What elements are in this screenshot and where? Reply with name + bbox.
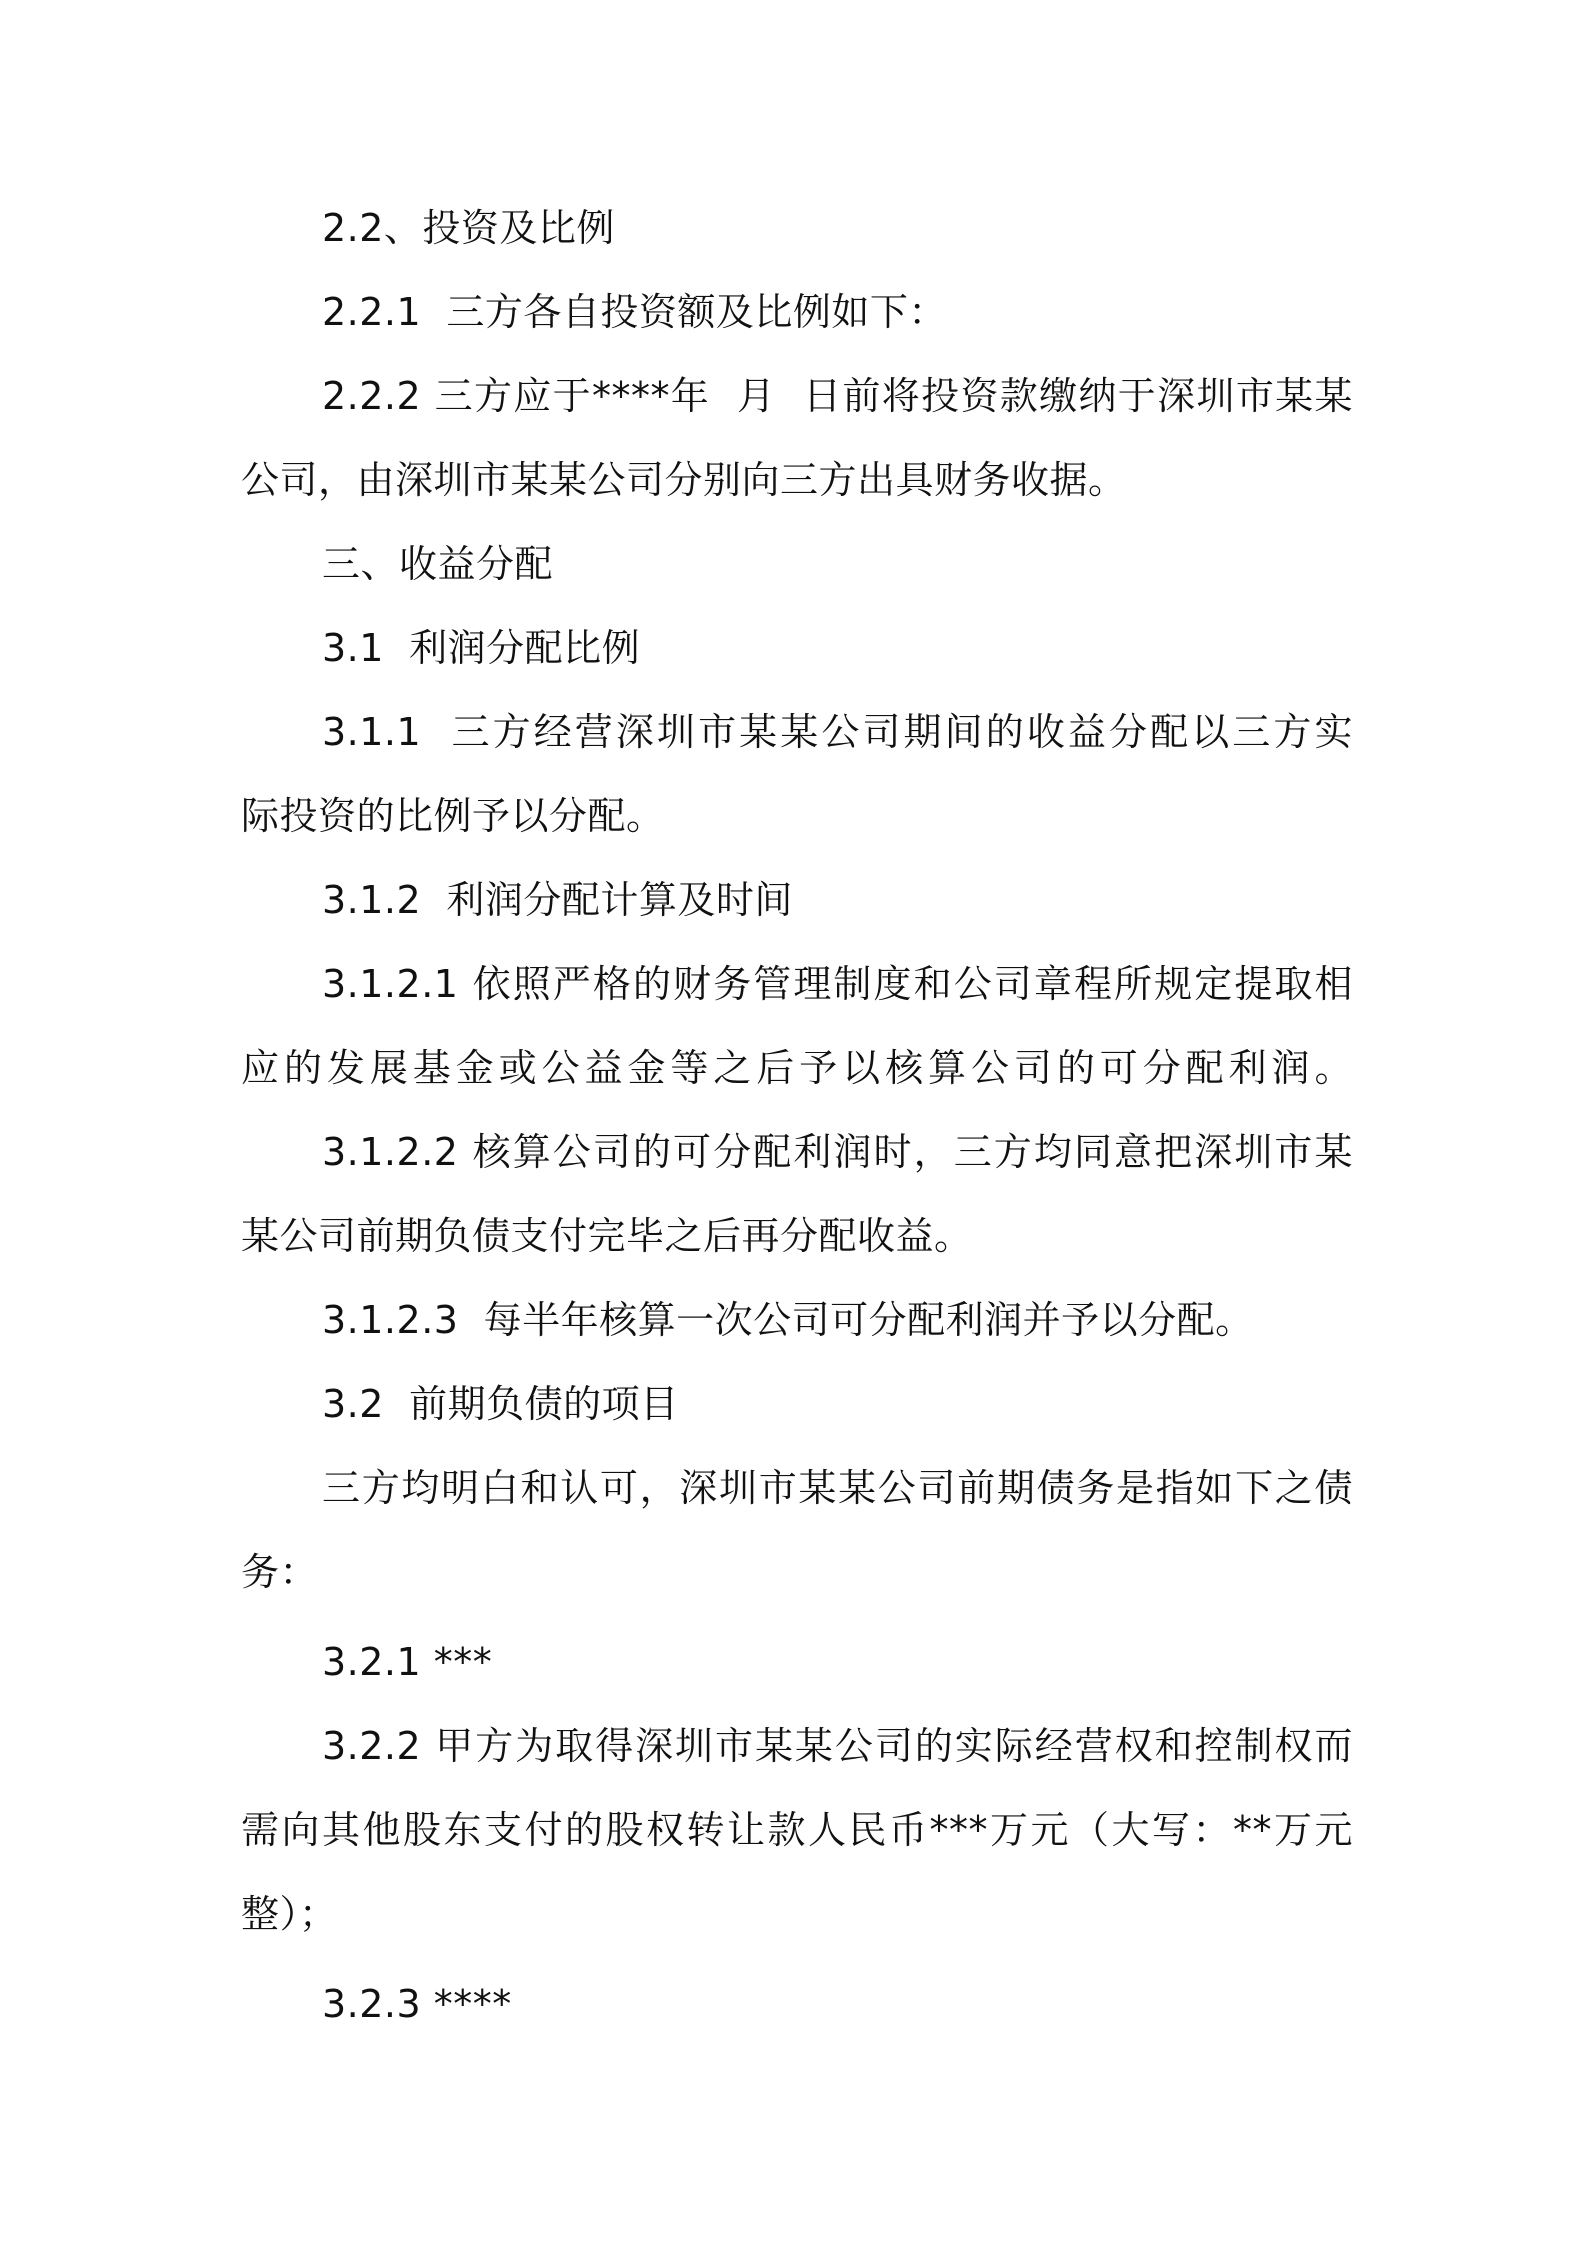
clause-3-2-3: 3.2.3 **** xyxy=(322,1982,512,2026)
heading-3-1-2: 3.1.2 利润分配计算及时间 xyxy=(322,878,793,922)
clause-3-2-2-line3: 整）； xyxy=(241,1892,338,1936)
clause-3-2-2-line2: 需向其他股东支付的股权转让款人民币***万元（大写：**万元 xyxy=(241,1808,1353,1852)
section-3-heading: 三、收益分配 xyxy=(322,542,554,586)
clause-2-2-2-line1: 2.2.2 三方应于****年 月 日前将投资款缴纳于深圳市某某 xyxy=(322,374,1353,418)
clause-3-2-1: 3.2.1 *** xyxy=(322,1640,493,1684)
clause-3-2-2-line1: 3.2.2 甲方为取得深圳市某某公司的实际经营权和控制权而 xyxy=(322,1724,1353,1768)
clause-3-1-2-2-line2: 某公司前期负债支付完毕之后再分配收益。 xyxy=(241,1214,973,1258)
clause-3-1-2-2-line1: 3.1.2.2 核算公司的可分配利润时，三方均同意把深圳市某 xyxy=(322,1130,1353,1174)
clause-3-1-1-line2: 际投资的比例予以分配。 xyxy=(241,794,665,838)
clause-2-2-2-line2: 公司，由深圳市某某公司分别向三方出具财务收据。 xyxy=(241,458,1127,502)
clause-3-1-2-1-line2: 应的发展基金或公益金等之后予以核算公司的可分配利润。 xyxy=(241,1046,1353,1090)
heading-3-1: 3.1 利润分配比例 xyxy=(322,626,641,670)
clause-3-2-intro-line2: 务： xyxy=(241,1550,319,1594)
heading-3-2: 3.2 前期负债的项目 xyxy=(322,1382,679,1426)
clause-2-2-1: 2.2.1 三方各自投资额及比例如下： xyxy=(322,290,947,334)
clause-3-1-2-3: 3.1.2.3 每半年核算一次公司可分配利润并予以分配。 xyxy=(322,1298,1254,1342)
clause-3-1-1-line1: 3.1.1 三方经营深圳市某某公司期间的收益分配以三方实 xyxy=(322,710,1353,754)
heading-2-2: 2.2、投资及比例 xyxy=(322,206,615,250)
clause-3-1-2-1-line1: 3.1.2.1 依照严格的财务管理制度和公司章程所规定提取相 xyxy=(322,962,1353,1006)
clause-3-2-intro-line1: 三方均明白和认可，深圳市某某公司前期债务是指如下之债 xyxy=(322,1466,1353,1510)
